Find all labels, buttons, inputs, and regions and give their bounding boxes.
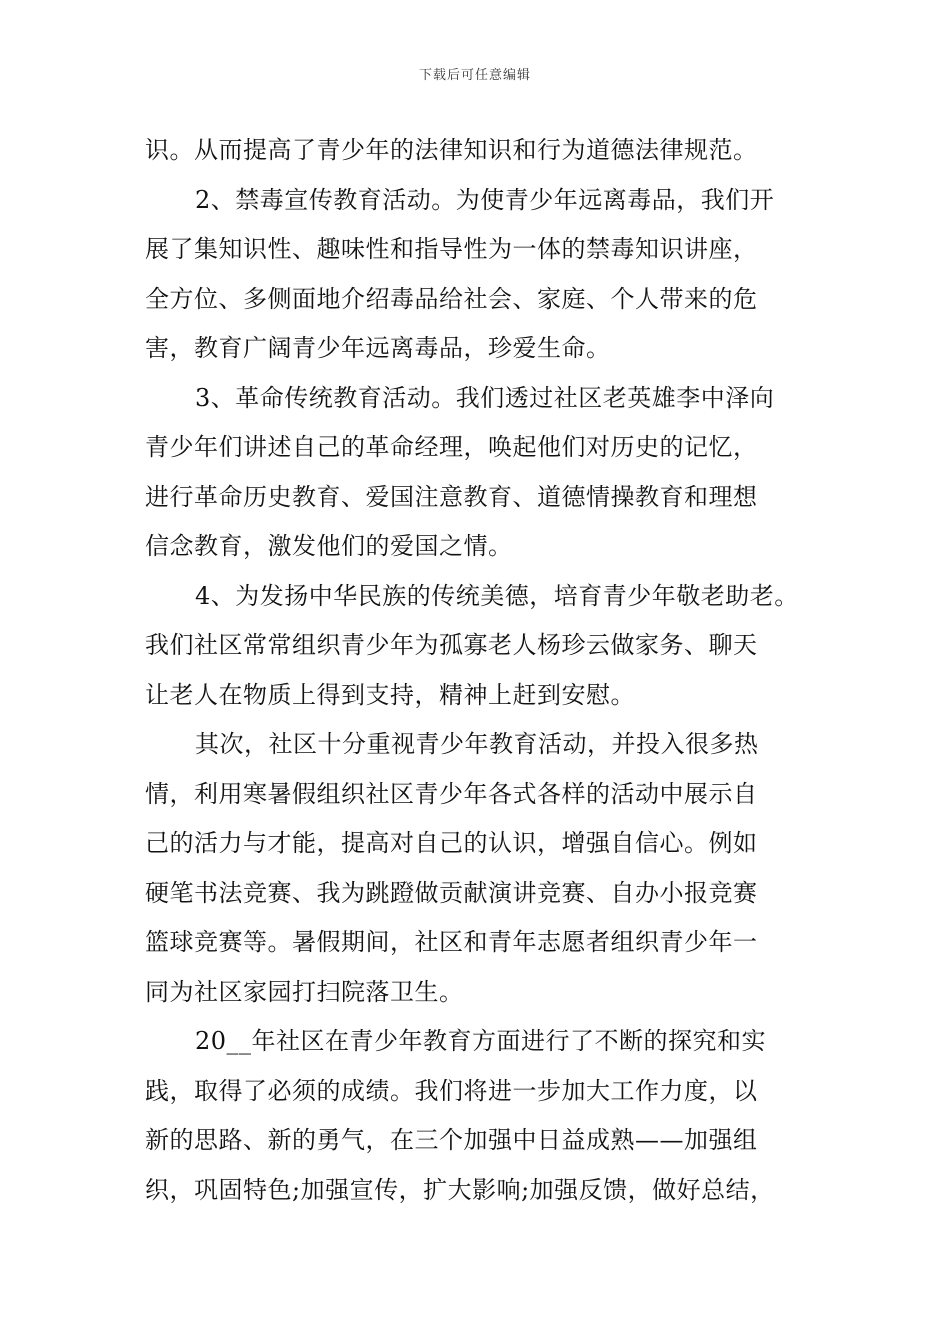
text-line: 2、禁毒宣传教育活动。为使青少年远离毒品，我们开 [195, 185, 775, 214]
text-line: 20__年社区在青少年教育方面进行了不断的探究和实 [195, 1027, 767, 1055]
text-line: 其次，社区十分重视青少年教育活动，并投入很多热 [195, 730, 759, 758]
text-line: 展了集知识性、趣味性和指导性为一体的禁毒知识讲座， [145, 235, 758, 263]
text-line: 害，教育广阔青少年远离毒品，珍爱生命。 [145, 334, 611, 362]
text-line: 硬笔书法竞赛、我为跳蹬做贡献演讲竞赛、自办小报竞赛 [145, 878, 758, 907]
text-line: 4、为发扬中华民族的传统美德，培育青少年敬老助老。 [195, 581, 799, 610]
text-line: 情，利用寒暑假组织社区青少年各式各样的活动中展示自 [145, 779, 758, 808]
text-line: 3、革命传统教育活动。我们透过社区老英雄李中泽向 [195, 383, 775, 412]
text-line: 识。从而提高了青少年的法律知识和行为道德法律规范。 [145, 136, 758, 164]
text-line: 进行革命历史教育、爱国注意教育、道德情操教育和理想 [145, 482, 758, 511]
text-line: 篮球竞赛等。暑假期间，社区和青年志愿者组织青少年一 [145, 928, 758, 956]
text-line: 让老人在物质上得到支持，精神上赶到安慰。 [145, 680, 635, 709]
text-line: 我们社区常常组织青少年为孤寡老人杨珍云做家务、聊天 [145, 631, 758, 659]
text-line: 同为社区家园打扫院落卫生。 [145, 977, 464, 1006]
text-line: 践，取得了必须的成绩。我们将进一步加大工作力度，以 [145, 1076, 758, 1105]
text-line: 织，巩固特色;加强宣传，扩大影响;加强反馈，做好总结， [145, 1175, 775, 1204]
text-line: 己的活力与才能，提高对自己的认识，增强自信心。例如 [145, 829, 758, 857]
text-line: 全方位、多侧面地介绍毒品给社会、家庭、个人带来的危 [145, 284, 758, 313]
text-line: 信念教育，激发他们的爱国之情。 [145, 532, 513, 560]
text-line: 新的思路、新的勇气，在三个加强中日益成熟——加强组 [145, 1126, 758, 1154]
text-line: 青少年们讲述自己的革命经理，唤起他们对历史的记忆， [145, 433, 758, 461]
page-header-note: 下载后可任意编辑 [418, 68, 531, 83]
document-body [145, 126, 815, 1215]
